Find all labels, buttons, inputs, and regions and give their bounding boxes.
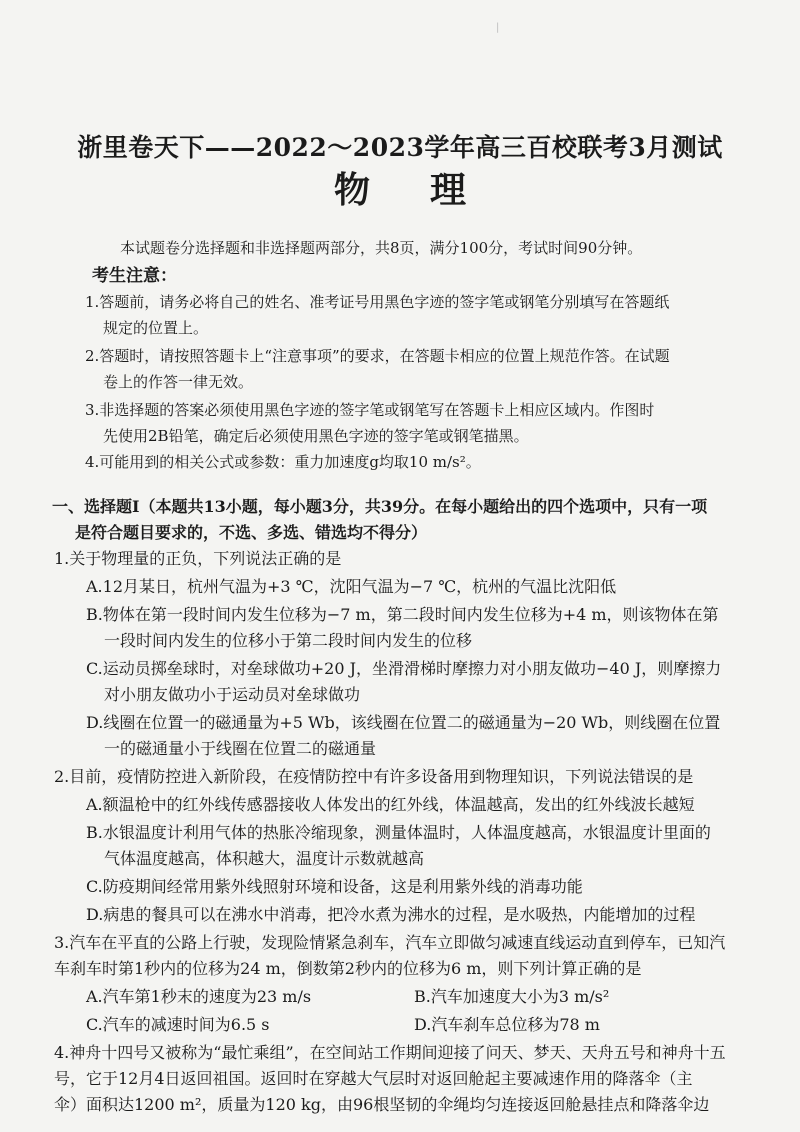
question-2-stem: 2.目前，疫情防控进入新阶段，在疫情防控中有许多设备用到物理知识，下列说法错误的是 [54, 767, 694, 786]
question-2-option-b-cont: 气体温度越高，体积越大，温度计示数就越高 [104, 849, 425, 868]
note-line: 3.非选择题的答案必须使用黑色字迹的签字笔或钢笔写在答题卡上相应区域内。作图时 [85, 401, 655, 419]
question-4-stem-cont: 号，它于12月4日返回祖国。返回时在穿越大气层时对返回舱起主要减速作用的降落伞（主 [54, 1069, 693, 1088]
notes-title: 考生注意： [92, 266, 177, 286]
intro-text: 本试题卷分选择题和非选择题两部分，共8页，满分100分，考试时间90分钟。 [120, 239, 643, 257]
subject-title [0, 162, 800, 213]
note-line: 4.可能用到的相关公式或参数：重力加速度g均取10 m/s²。 [85, 453, 481, 471]
question-3-option-c: C.汽车的减速时间为6.5 s [86, 1015, 270, 1034]
question-2-option-b: B.水银温度计利用气体的热胀冷缩现象，测量体温时，人体温度越高，水银温度计里面的 [86, 823, 711, 842]
question-1-option-d-cont: 一的磁通量小于线圈在位置二的磁通量 [104, 739, 377, 758]
question-3-option-d: D.汽车刹车总位移为78 m [414, 1015, 600, 1034]
note-line: 2.答题时，请按照答题卡上“注意事项”的要求，在答题卡相应的位置上规范作答。在试题 [85, 347, 670, 365]
note-line: 规定的位置上。 [103, 319, 209, 337]
scan-mark: | [496, 22, 500, 33]
question-4-stem: 4.神舟十四号又被称为“最忙乘组”，在空间站工作期间迎接了问天、梦天、天舟五号和神舟十五 [54, 1043, 726, 1062]
question-1-option-d: D.线圈在位置一的磁通量为+5 Wb，该线圈在位置二的磁通量为−20 Wb，则线圈在位置 [86, 713, 721, 732]
note-line: 卷上的作答一律无效。 [103, 373, 254, 391]
question-3-stem: 3.汽车在平直的公路上行驶，发现险情紧急刹车，汽车立即做匀减速直线运动直到停车，已知汽 [54, 933, 726, 952]
section-heading-cont: 是符合题目要求的，不选、多选、错选均不得分） [75, 523, 428, 542]
note-line: 1.答题前，请务必将自己的姓名、准考证号用黑色字迹的签字笔或钢笔分别填写在答题纸 [85, 293, 670, 311]
question-1-option-c-cont: 对小朋友做功小于运动员对垒球做功 [104, 685, 361, 704]
question-4-stem-cont: 伞）面积达1200 m²，质量为120 kg，由96根坚韧的伞绳均匀连接返回舱悬挂点和降落伞边 [54, 1095, 710, 1114]
question-1-option-b-cont: 一段时间内发生的位移小于第二段时间内发生的位移 [104, 631, 473, 650]
question-1-option-a: A.12月某日，杭州气温为+3 ℃，沈阳气温为−7 ℃，杭州的气温比沈阳低 [86, 577, 617, 596]
question-3-option-a: A.汽车第1秒末的速度为23 m/s [86, 987, 312, 1006]
question-3-option-b: B.汽车加速度大小为3 m/s² [414, 987, 610, 1006]
note-line: 先使用2B铅笔，确定后必须使用黑色字迹的签字笔或钢笔描黑。 [103, 427, 529, 445]
subject-char-1: 物 [333, 169, 370, 211]
question-1-option-c: C.运动员掷垒球时，对垒球做功+20 J，坐滑滑梯时摩擦力对小朋友做功−40 J，则摩擦力 [86, 659, 722, 678]
exam-title: 浙里卷天下——2022～2023学年高三百校联考3月测试 [77, 133, 723, 162]
subject-char-2: 理 [430, 169, 467, 211]
question-1-stem: 1.关于物理量的正负，下列说法正确的是 [54, 549, 342, 568]
question-2-option-a: A.额温枪中的红外线传感器接收人体发出的红外线，体温越高，发出的红外线波长越短 [86, 795, 695, 814]
question-1-option-b: B.物体在第一段时间内发生位移为−7 m，第二段时间内发生位移为+4 m，则该物体在第 [86, 605, 719, 624]
question-3-stem-cont: 车刹车时第1秒内的位移为24 m，倒数第2秒内的位移为6 m，则下列计算正确的是 [54, 959, 642, 978]
section-heading: 一、选择题Ⅰ（本题共13小题，每小题3分，共39分。在每小题给出的四个选项中，只有一项 [52, 497, 708, 516]
question-2-option-d: D.病患的餐具可以在沸水中消毒，把冷水煮为沸水的过程，是水吸热，内能增加的过程 [86, 905, 696, 924]
question-2-option-c: C.防疫期间经常用紫外线照射环境和设备，这是利用紫外线的消毒功能 [86, 877, 583, 896]
